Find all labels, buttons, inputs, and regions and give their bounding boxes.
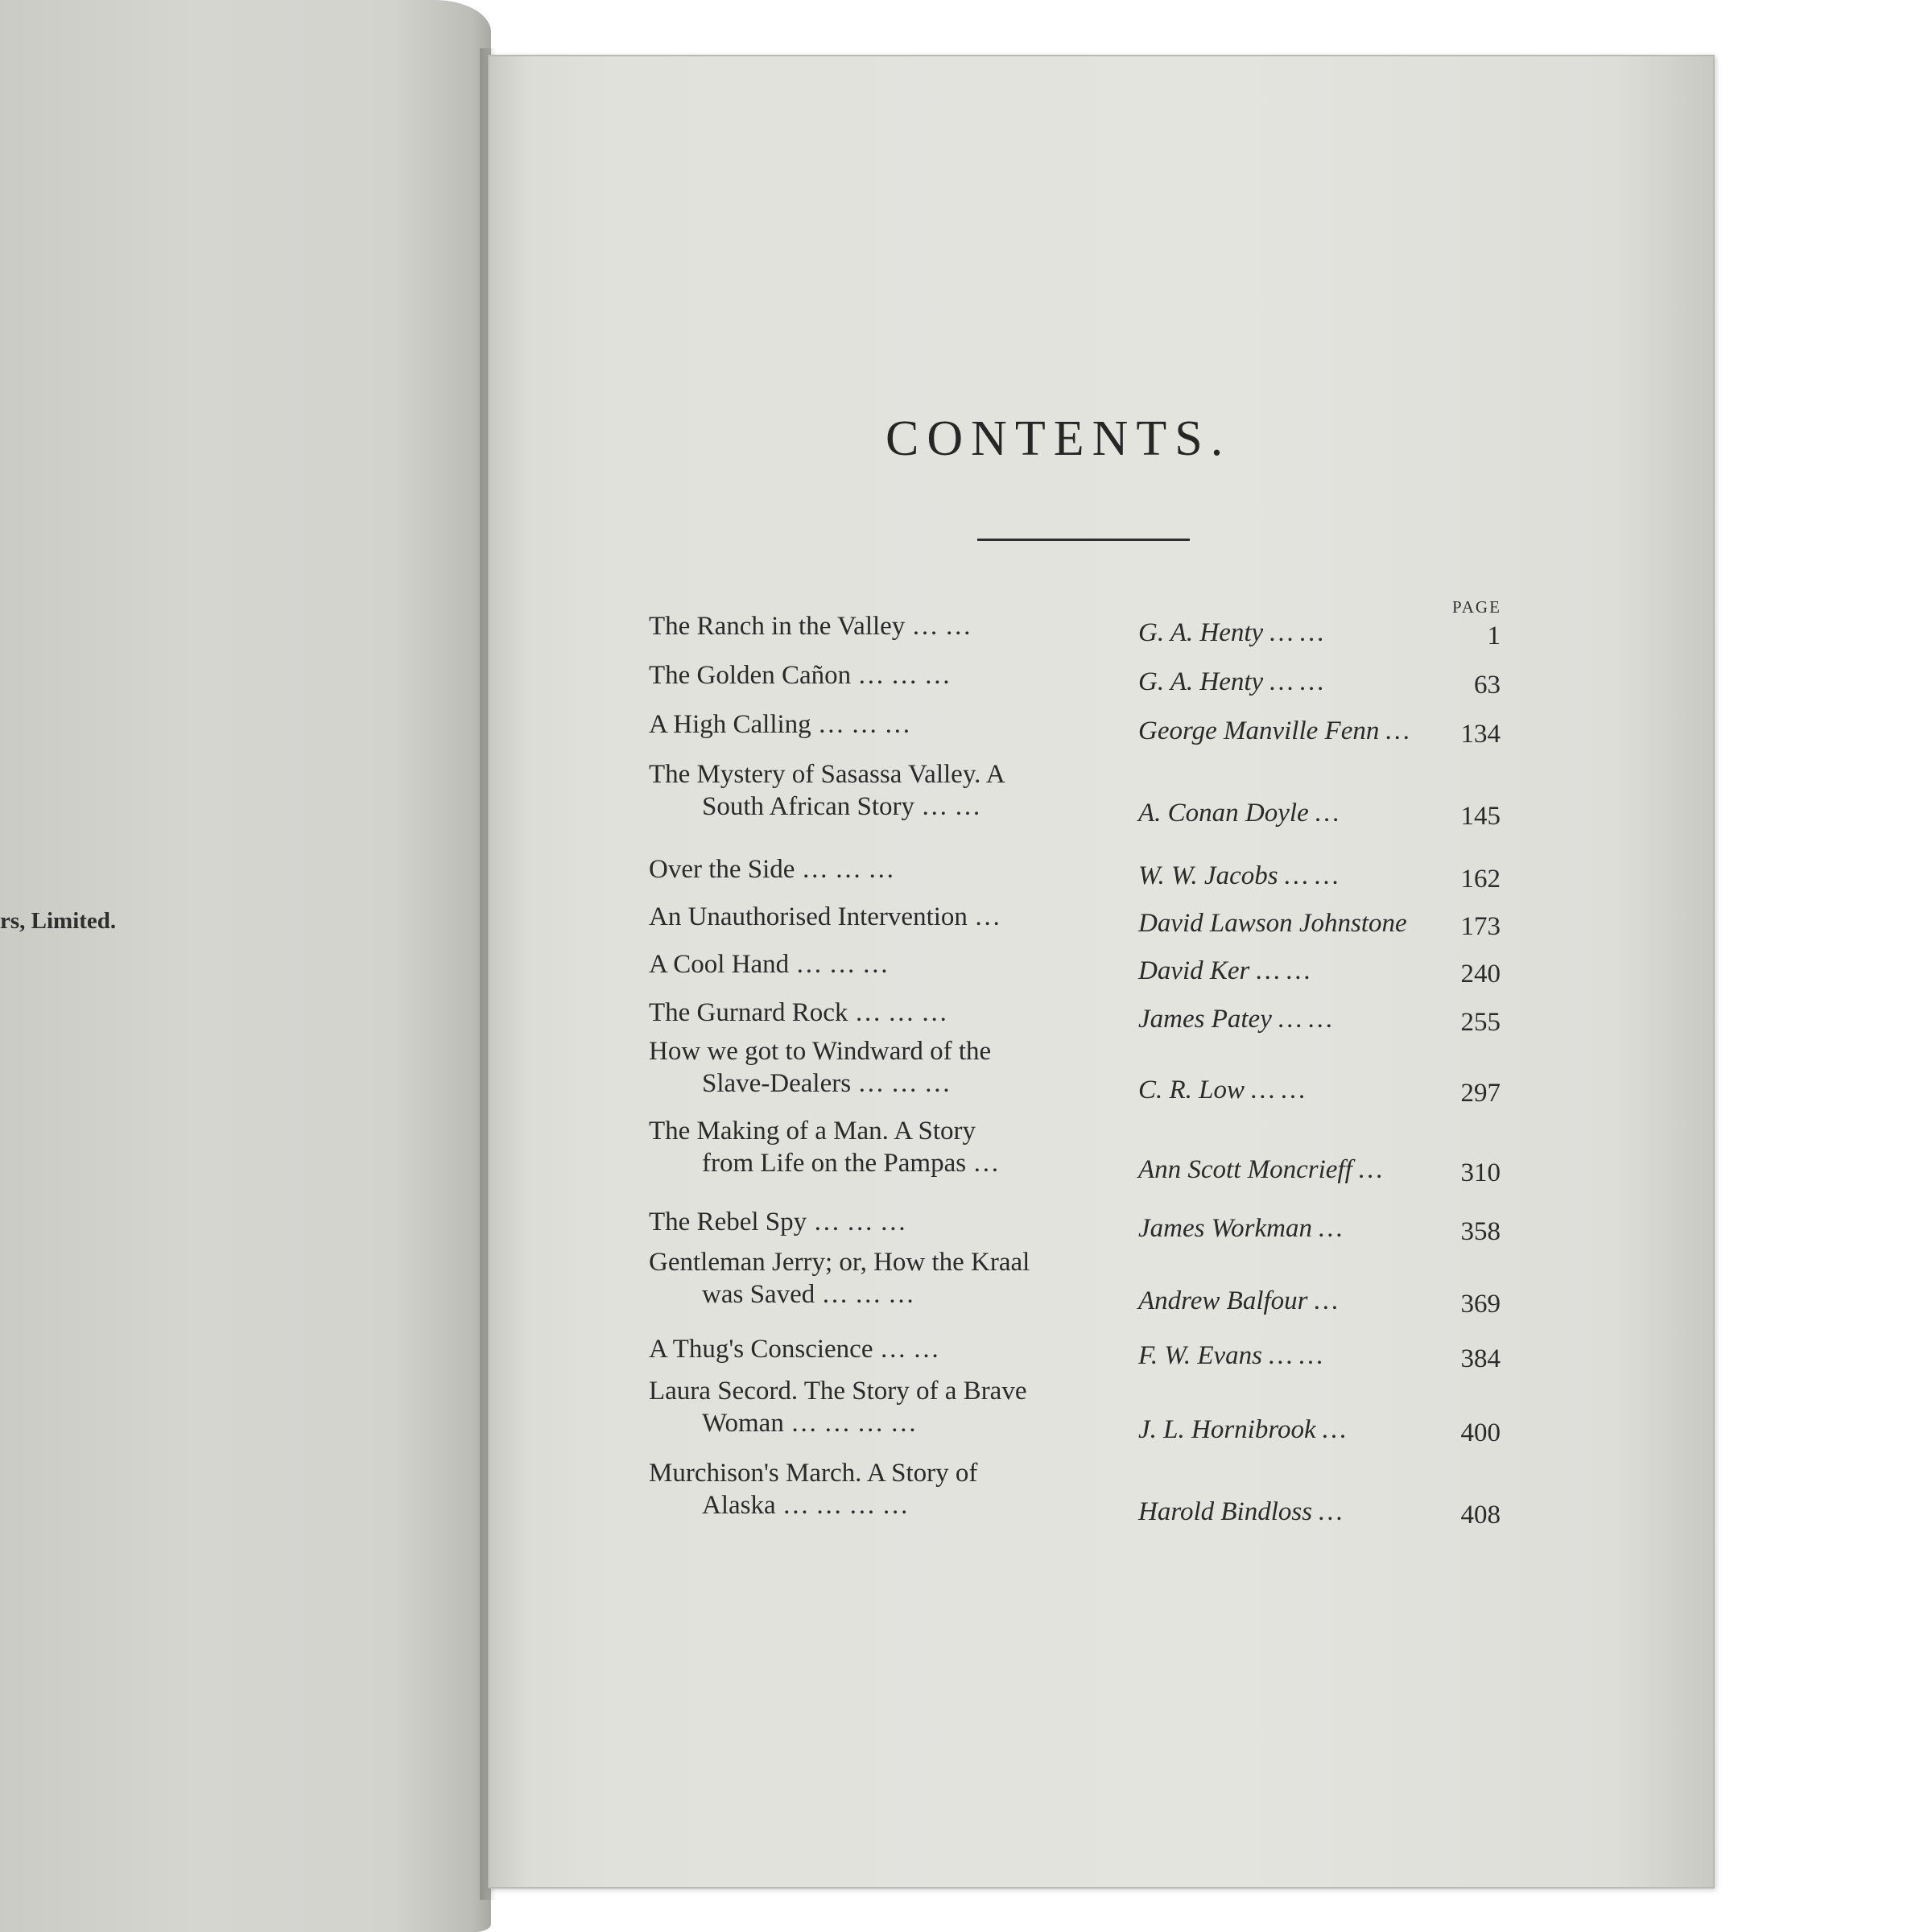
toc-entry-page-number: 358 (1460, 1217, 1501, 1246)
toc-entry-page-number: 369 (1460, 1290, 1501, 1319)
toc-entry-title: Alaska … … … … (702, 1491, 909, 1520)
toc-entry-author: A. Conan Doyle … (1138, 799, 1340, 828)
toc-entry-title: The Rebel Spy … … … (649, 1208, 906, 1236)
toc-entry-title: The Golden Cañon … … … (649, 661, 951, 690)
toc-entry-title: A Cool Hand … … … (649, 950, 889, 979)
toc-entry-title: Woman … … … … (702, 1409, 917, 1438)
toc-entry-page-number: 400 (1460, 1418, 1501, 1447)
page-column-header: PAGE (1452, 597, 1501, 617)
toc-entry-title: South African Story … … (702, 792, 981, 821)
toc-entry-author: G. A. Henty … … (1138, 667, 1324, 696)
toc-entry-title: Slave-Dealers … … … (702, 1069, 951, 1098)
toc-entry-title: A High Calling … … … (649, 710, 911, 739)
toc-entry-page-number: 384 (1460, 1344, 1501, 1373)
toc-entry-page-number: 162 (1460, 865, 1501, 894)
toc-entry-title: from Life on the Pampas … (702, 1149, 1000, 1178)
toc-entry-title: How we got to Windward of the (649, 1037, 992, 1066)
toc-entry-page-number: 408 (1460, 1501, 1501, 1530)
toc-entry-title: The Mystery of Sasassa Valley. A (649, 760, 1005, 789)
toc-entry-author: C. R. Low … … (1138, 1075, 1306, 1104)
toc-entry-title: A Thug's Conscience … … (649, 1335, 939, 1364)
toc-entry-title: The Ranch in the Valley … … (649, 612, 972, 641)
toc-entry-author: G. A. Henty … … (1138, 618, 1324, 647)
left-page-fragment-text: rs, Limited. (0, 908, 117, 934)
toc-entry-page-number: 134 (1460, 720, 1501, 749)
toc-entry-title: was Saved … … … (702, 1280, 914, 1309)
toc-entry-title: Over the Side … … … (649, 855, 895, 884)
toc-entry-author: Ann Scott Moncrieff … (1138, 1155, 1383, 1184)
toc-entry-author: James Workman … (1138, 1214, 1343, 1243)
toc-entry-author: J. L. Hornibrook … (1138, 1415, 1347, 1444)
toc-entry-page-number: 1 (1487, 621, 1501, 650)
toc-entry-title: An Unauthorised Intervention … (649, 902, 1001, 931)
toc-entry-author: David Lawson Johnstone (1138, 909, 1407, 938)
toc-entry-title: The Gurnard Rock … … … (649, 998, 948, 1027)
toc-entry-page-number: 255 (1460, 1008, 1501, 1037)
toc-entry-page-number: 173 (1460, 912, 1501, 941)
toc-entry-title: Murchison's March. A Story of (649, 1459, 978, 1488)
toc-entry-author: Andrew Balfour … (1138, 1286, 1339, 1315)
toc-entry-title: Laura Secord. The Story of a Brave (649, 1377, 1027, 1406)
toc-entry-page-number: 310 (1460, 1158, 1501, 1187)
toc-entry-author: David Ker … … (1138, 956, 1311, 985)
toc-entry-page-number: 297 (1460, 1079, 1501, 1108)
toc-entry-author: F. W. Evans … … (1138, 1341, 1323, 1370)
title-rule (977, 539, 1190, 541)
toc-entry-author: James Patey … … (1138, 1005, 1333, 1034)
toc-entry-author: Harold Bindloss … (1138, 1497, 1343, 1526)
toc-entry-author: W. W. Jacobs … … (1138, 861, 1339, 890)
toc-entry-title: The Making of a Man. A Story (649, 1117, 976, 1146)
toc-entry-title: Gentleman Jerry; or, How the Kraal (649, 1248, 1030, 1277)
toc-entry-page-number: 63 (1474, 671, 1501, 700)
left-page (0, 0, 491, 1932)
page-title: CONTENTS. (886, 411, 1232, 466)
toc-entry-author: George Manville Fenn … (1138, 716, 1410, 745)
toc-entry-page-number: 145 (1460, 802, 1501, 831)
toc-entry-page-number: 240 (1460, 960, 1501, 989)
